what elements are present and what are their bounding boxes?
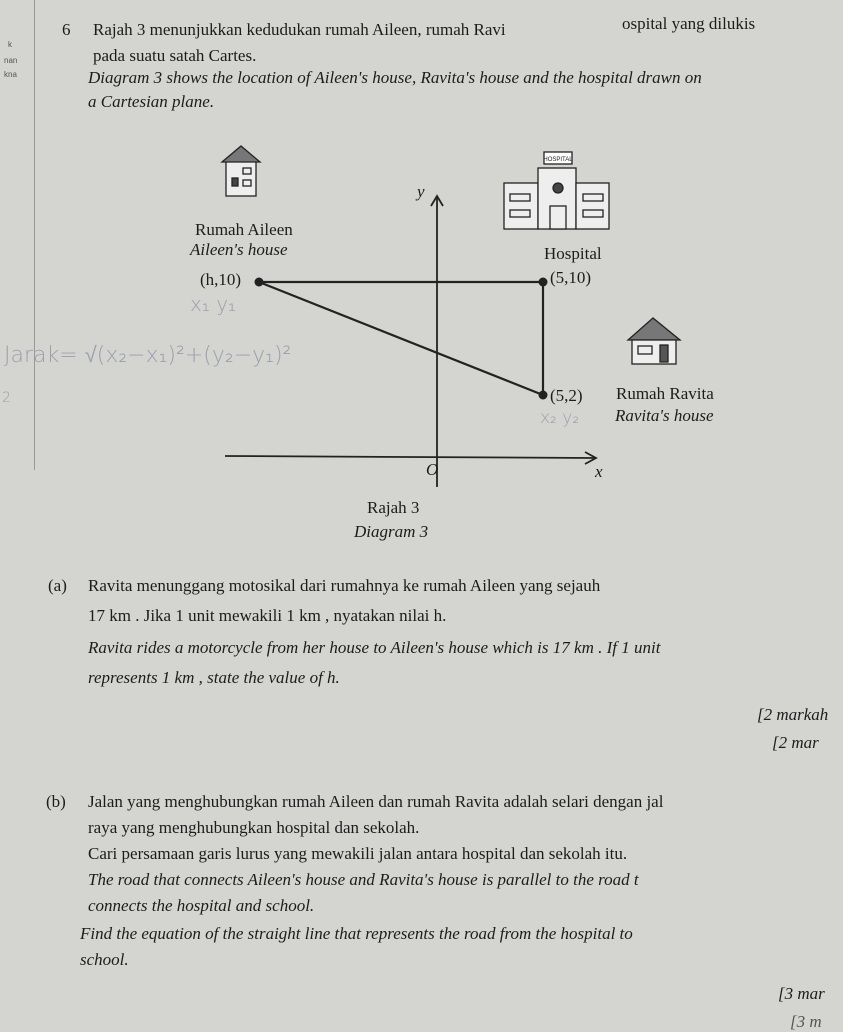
question-malay-line1-end: ospital yang dilukis	[622, 14, 756, 33]
hospital-label: Hospital	[544, 244, 602, 263]
handwritten-x1y1: x₁ y₁	[190, 292, 237, 316]
question-malay-line1: Rajah 3 menunjukkan kedudukan rumah Aileen, rumah Ravi	[93, 20, 506, 39]
part-b-label: (b)	[46, 792, 66, 811]
part-b-malay-line3: Cari persamaan garis lurus yang mewakili jalan antara hospital dan sekolah itu.	[88, 844, 628, 863]
aileen-label-english: Aileen's house	[190, 240, 288, 259]
part-a-label: (a)	[48, 576, 67, 595]
part-b-marks-malay: [3 mar	[778, 984, 825, 1003]
part-b-malay-line1: Jalan yang menghubungkan rumah Aileen dan rumah Ravita adalah selari dengan jal	[88, 792, 664, 811]
part-b-english-line3: Find the equation of the straight line that represents the road from the hospital to	[80, 924, 633, 943]
x-axis-label: x	[595, 462, 603, 481]
aileen-house-icon	[222, 146, 260, 196]
hospital-sign: HOSPITAL	[543, 157, 573, 163]
ravita-label-english: Ravita's house	[615, 406, 714, 425]
question-malay-line2: pada suatu satah Cartes.	[93, 46, 257, 65]
caption-malay: Rajah 3	[367, 498, 420, 517]
question-english-line2: a Cartesian plane.	[88, 92, 215, 111]
handwritten-x2y2: x₂ y₂	[540, 408, 580, 428]
caption-english: Diagram 3	[354, 522, 429, 541]
part-a-marks-english: [2 mar	[772, 733, 819, 752]
part-a-malay-line1: Ravita menunggang motosikal dari rumahnya ke rumah Aileen yang sejauh	[88, 576, 601, 595]
point-ravita	[539, 391, 548, 400]
handwritten-margin-mark: 2	[2, 390, 11, 406]
part-a-malay-line2: 17 km . Jika 1 unit mewakili 1 km , nyatakan nilai h.	[88, 606, 447, 625]
point-ravita-label: (5,2)	[550, 386, 583, 405]
point-aileen-label: (h,10)	[200, 270, 242, 289]
handwritten-distance-formula: Jarak= √(x₂−x₁)²+(y₂−y₁)²	[4, 343, 292, 368]
margin-note: kna	[4, 70, 17, 79]
part-a-english-line1: Ravita rides a motorcycle from her house to Aileen's house which is 17 km . If 1 unit	[88, 638, 661, 657]
y-axis-label: y	[417, 182, 425, 201]
part-b-english-line2: connects the hospital and school.	[88, 896, 315, 915]
question-english-line1: Diagram 3 shows the location of Aileen's house, Ravita's house and the hospital drawn on	[88, 68, 702, 87]
part-b-marks-english: [3 m	[790, 1012, 822, 1031]
margin-note: nan	[4, 56, 18, 65]
hospital-icon	[504, 152, 609, 229]
road-aileen-ravita	[259, 282, 543, 395]
margin-note: k	[8, 40, 12, 49]
aileen-label-malay: Rumah Aileen	[195, 220, 293, 239]
point-hospital-label: (5,10)	[550, 268, 592, 287]
origin-label: O	[426, 460, 439, 479]
part-b-english-line1: The road that connects Aileen's house and Ravita's house is parallel to the road t	[88, 870, 639, 889]
part-a-english-line2: represents 1 km , state the value of h.	[88, 668, 340, 687]
part-b-malay-line2: raya yang menghubungkan hospital dan sekolah.	[88, 818, 420, 837]
part-a-marks-malay: [2 markah	[757, 705, 829, 724]
point-hospital	[539, 278, 548, 287]
point-aileen	[255, 278, 264, 287]
part-b-english-line4: school.	[80, 950, 129, 969]
ravita-house-icon	[628, 318, 680, 364]
x-axis	[225, 456, 595, 458]
ravita-label-malay: Rumah Ravita	[616, 384, 714, 403]
question-number: 6	[62, 20, 71, 39]
